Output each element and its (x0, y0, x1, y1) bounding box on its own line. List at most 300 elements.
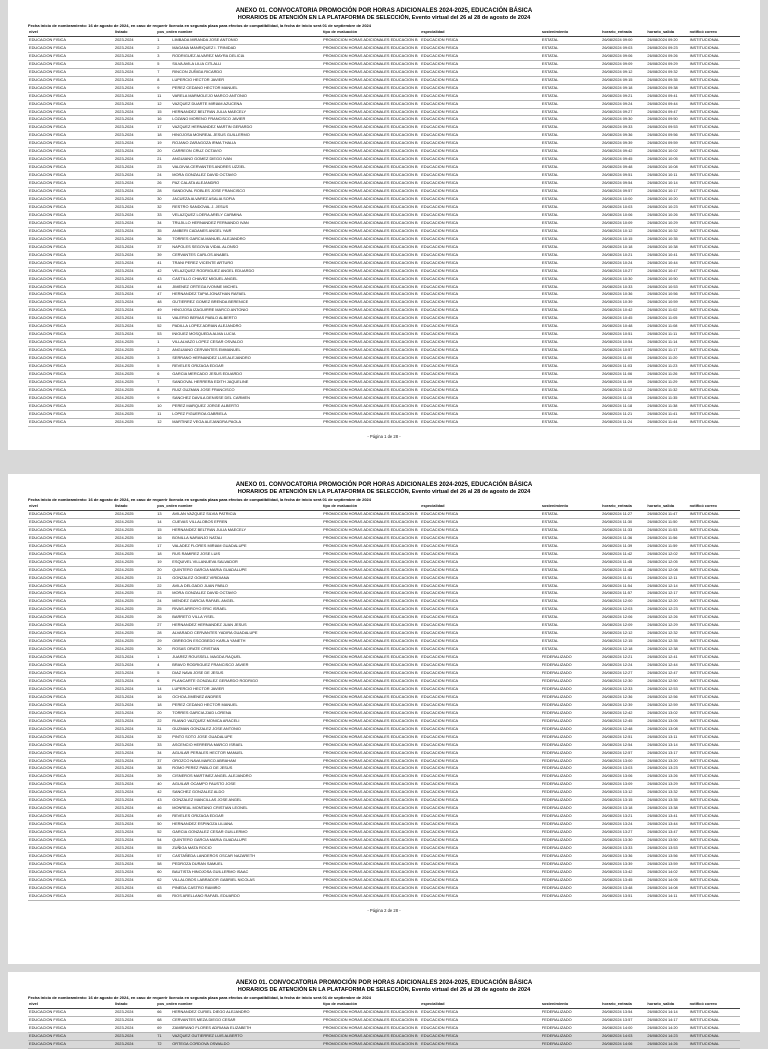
nombre-cell: JACUEZA ALVAREZ ASALIA SOFIA (171, 196, 322, 204)
sostenimiento-cell: ESTATAL (541, 558, 601, 566)
table-row (28, 670, 740, 678)
column-header: sostenimiento (541, 503, 601, 510)
tipo-cell: PROMOCION HORAS ADICIONALES EDUCACION B (322, 884, 420, 892)
horario-salida-cell: 26/08/2024 12:29 (646, 622, 688, 630)
nombre-cell: CERVANTES MEZA DIEGO CESAR (171, 1016, 322, 1024)
horario-salida-cell: 26/08/2024 11:20 (646, 355, 688, 363)
tipo-cell: PROMOCION HORAS ADICIONALES EDUCACION B (322, 211, 420, 219)
pos-cell: 17 (156, 542, 171, 550)
table-row (28, 534, 740, 542)
pos-cell: 69 (156, 1024, 171, 1032)
tipo-cell: PROMOCION HORAS ADICIONALES EDUCACION B (322, 188, 420, 196)
column-header: horario_entrada (601, 29, 646, 36)
especialidad-cell: EDUCACION FISICA (420, 876, 541, 884)
notificacion-cell: INSTITUCIONAL (689, 52, 740, 60)
listado-cell: 2023-2024 (114, 60, 156, 68)
pos-cell: 23 (156, 590, 171, 598)
table-row (28, 203, 740, 211)
sostenimiento-cell: FEDERALIZADO (541, 733, 601, 741)
nivel-cell: EDUCACION FISICA (28, 299, 114, 307)
notificacion-cell: INSTITUCIONAL (689, 267, 740, 275)
column-header: horario_entrada (601, 1001, 646, 1008)
page-title: ANEXO 01. CONVOCATORIA PROMOCIÓN POR HORAS ADICIONALES 2024-2025, EDUCACIÓN BÁSICA (235, 482, 533, 488)
horario-salida-cell: 26/08/2024 10:32 (646, 227, 688, 235)
nombre-cell: TORRES GARCIA MANUEL ALEJANDRO (171, 235, 322, 243)
nombre-cell: HERNANDEZ BELTRAN JULIA MAECELY (171, 108, 322, 116)
horario-salida-cell: 26/08/2024 13:29 (646, 781, 688, 789)
horario-salida-cell: 26/08/2024 11:17 (646, 347, 688, 355)
horario-salida-cell: 26/08/2024 13:17 (646, 749, 688, 757)
sostenimiento-cell: FEDERALIZADO (541, 670, 601, 678)
notificacion-cell: INSTITUCIONAL (689, 132, 740, 140)
listado-cell: 2023-2024 (114, 701, 156, 709)
table-row (28, 725, 740, 733)
nombre-cell: HERNANDEZ BELTRAN JULIA MAECELY (171, 526, 322, 534)
horario-salida-cell: 26/08/2024 10:50 (646, 275, 688, 283)
tipo-cell: PROMOCION HORAS ADICIONALES EDUCACION B (322, 410, 420, 418)
tipo-cell: PROMOCION HORAS ADICIONALES EDUCACION B (322, 622, 420, 630)
column-header: sostenimiento (541, 1001, 601, 1008)
horario-entrada-cell: 26/08/2024 11:21 (601, 410, 646, 418)
notificacion-cell: INSTITUCIONAL (689, 339, 740, 347)
table-row (28, 323, 740, 331)
table-row (28, 884, 740, 892)
nivel-cell: EDUCACION FISICA (28, 662, 114, 670)
sostenimiento-cell: FEDERALIZADO (541, 789, 601, 797)
table-row (28, 378, 740, 386)
horario-salida-cell: 26/08/2024 10:11 (646, 172, 688, 180)
nivel-cell: EDUCACION FISICA (28, 347, 114, 355)
pos-cell: 71 (156, 1032, 171, 1040)
horario-entrada-cell: 26/08/2024 09:30 (601, 116, 646, 124)
nivel-cell: EDUCACION FISICA (28, 685, 114, 693)
especialidad-cell: EDUCACION FISICA (420, 227, 541, 235)
sostenimiento-cell: ESTATAL (541, 518, 601, 526)
nombre-cell: VAZQUEZ DUARTE MIRIAM AZUCENA (171, 100, 322, 108)
tipo-cell: PROMOCION HORAS ADICIONALES EDUCACION B (322, 140, 420, 148)
tipo-cell: PROMOCION HORAS ADICIONALES EDUCACION B (322, 598, 420, 606)
horario-salida-cell: 26/08/2024 12:47 (646, 670, 688, 678)
horario-salida-cell: 26/08/2024 11:41 (646, 410, 688, 418)
sostenimiento-cell: ESTATAL (541, 124, 601, 132)
nivel-cell: EDUCACION FISICA (28, 355, 114, 363)
tipo-cell: PROMOCION HORAS ADICIONALES EDUCACION B (322, 709, 420, 717)
horario-salida-cell: 26/08/2024 12:50 (646, 677, 688, 685)
tipo-cell: PROMOCION HORAS ADICIONALES EDUCACION B (322, 590, 420, 598)
nombre-cell: CISNEROS MARTINEZ ANGEL ALEJANDRO (171, 773, 322, 781)
listado-cell: 2023-2024 (114, 227, 156, 235)
horario-salida-cell: 26/08/2024 09:32 (646, 68, 688, 76)
listado-cell: 2024-2025 (114, 355, 156, 363)
table-row (28, 638, 740, 646)
nombre-cell: ANIBERI CADANES ANGEL YAIR (171, 227, 322, 235)
table-row (28, 654, 740, 662)
pos-cell: 20 (156, 148, 171, 156)
horario-entrada-cell: 26/08/2024 09:09 (601, 60, 646, 68)
sostenimiento-cell: ESTATAL (541, 156, 601, 164)
especialidad-cell: EDUCACION FISICA (420, 203, 541, 211)
pos-cell: 52 (156, 323, 171, 331)
listado-cell: 2023-2024 (114, 693, 156, 701)
nivel-cell: EDUCACION FISICA (28, 363, 114, 371)
nombre-cell: ROSAS ORATE CRISTIAN (171, 646, 322, 654)
horario-entrada-cell: 26/08/2024 13:06 (601, 773, 646, 781)
sostenimiento-cell: FEDERALIZADO (541, 701, 601, 709)
especialidad-cell: EDUCACION FISICA (420, 211, 541, 219)
sostenimiento-cell: ESTATAL (541, 534, 601, 542)
nivel-cell: EDUCACION FISICA (28, 148, 114, 156)
especialidad-cell: EDUCACION FISICA (420, 172, 541, 180)
column-header (171, 29, 322, 36)
nombre-cell: SANDOVAL HERRERA EDITH JAQUELINE (171, 378, 322, 386)
horario-salida-cell: 26/08/2024 10:53 (646, 283, 688, 291)
listado-cell: 2023-2024 (114, 283, 156, 291)
pos-cell: 8 (156, 76, 171, 84)
especialidad-cell: EDUCACION FISICA (420, 654, 541, 662)
table-row (28, 844, 740, 852)
nombre-cell: VALADEZ FLORES MIRIAM GUADALUPE (171, 542, 322, 550)
table-row (28, 394, 740, 402)
notificacion-cell: INSTITUCIONAL (689, 402, 740, 410)
assignments-table (28, 29, 740, 427)
listado-cell: 2023-2024 (114, 892, 156, 900)
nombre-cell: GUZMAN GONZALEZ JOSE ANTONIO (171, 725, 322, 733)
nombre-cell: DIAZ NAVA JOSE DE JESUS (171, 670, 322, 678)
listado-cell: 2024-2025 (114, 394, 156, 402)
nivel-cell: EDUCACION FISICA (28, 884, 114, 892)
pos-cell: 49 (156, 307, 171, 315)
sostenimiento-cell: ESTATAL (541, 526, 601, 534)
listado-cell: 2023-2024 (114, 852, 156, 860)
nivel-cell: EDUCACION FISICA (28, 52, 114, 60)
horario-entrada-cell: 26/08/2024 11:33 (601, 526, 646, 534)
pos-cell: 30 (156, 646, 171, 654)
table-row (28, 164, 740, 172)
nivel-cell: EDUCACION FISICA (28, 1032, 114, 1040)
nombre-cell: PEREZ CEDANO HECTOR MANUEL (171, 84, 322, 92)
notificacion-cell: INSTITUCIONAL (689, 510, 740, 518)
listado-cell: 2023-2024 (114, 203, 156, 211)
nivel-cell: EDUCACION FISICA (28, 630, 114, 638)
horario-salida-cell: 26/08/2024 09:38 (646, 84, 688, 92)
pos-cell: 5 (156, 670, 171, 678)
column-header: especialidad (420, 1001, 541, 1008)
notificacion-cell: INSTITUCIONAL (689, 410, 740, 418)
horario-salida-cell: 26/08/2024 13:41 (646, 813, 688, 821)
notificacion-cell: INSTITUCIONAL (689, 884, 740, 892)
notificacion-cell: INSTITUCIONAL (689, 582, 740, 590)
nombre-cell: VALDIVIA CERVANTES ANDRES UZZIEL (171, 164, 322, 172)
sostenimiento-cell: ESTATAL (541, 566, 601, 574)
nombre-cell: ESQUIVEL VILLANUEVA SALVADOR (171, 558, 322, 566)
table-row (28, 100, 740, 108)
nombre-cell: RODRIGUEZ ALVAREZ MAYRA DELICIA (171, 52, 322, 60)
sostenimiento-cell: ESTATAL (541, 52, 601, 60)
horario-salida-cell: 26/08/2024 14:14 (646, 1008, 688, 1016)
page-subtitle: HORARIOS DE ATENCIÓN EN LA PLATAFORMA DE SELECCIÓN, Evento virtual del 26 al 28 de agosto de 2024 (237, 987, 531, 993)
especialidad-cell: EDUCACION FISICA (420, 60, 541, 68)
horario-entrada-cell: 26/08/2024 09:39 (601, 140, 646, 148)
table-row (28, 402, 740, 410)
nombre-cell: VILLALVAZO LOPEZ CESAR OSVALDO (171, 339, 322, 347)
especialidad-cell: EDUCACION FISICA (420, 339, 541, 347)
nivel-cell: EDUCACION FISICA (28, 68, 114, 76)
nivel-cell: EDUCACION FISICA (28, 251, 114, 259)
listado-cell: 2023-2024 (114, 821, 156, 829)
horario-entrada-cell: 26/08/2024 09:36 (601, 132, 646, 140)
horario-salida-cell: 26/08/2024 11:50 (646, 518, 688, 526)
notificacion-cell: INSTITUCIONAL (689, 638, 740, 646)
nombre-cell: TRUJILLO HERNANDEZ FERNANDO IVAN (171, 219, 322, 227)
especialidad-cell: EDUCACION FISICA (420, 116, 541, 124)
listado-cell: 2024-2025 (114, 582, 156, 590)
tipo-cell: PROMOCION HORAS ADICIONALES EDUCACION B (322, 219, 420, 227)
notificacion-cell: INSTITUCIONAL (689, 797, 740, 805)
sostenimiento-cell: FEDERALIZADO (541, 829, 601, 837)
pos-cell: 14 (156, 518, 171, 526)
nombre-cell: HINOJOSA MONREAL JESUS GUILLERMO (171, 132, 322, 140)
horario-entrada-cell: 26/08/2024 13:39 (601, 860, 646, 868)
especialidad-cell: EDUCACION FISICA (420, 606, 541, 614)
notificacion-cell: INSTITUCIONAL (689, 773, 740, 781)
especialidad-cell: EDUCACION FISICA (420, 590, 541, 598)
column-header: notificó correo (689, 29, 740, 36)
table-row (28, 140, 740, 148)
nombre-cell: ROJANO ZARAGOZA IRMA THALIA (171, 140, 322, 148)
notificacion-cell: INSTITUCIONAL (689, 68, 740, 76)
table-row (28, 180, 740, 188)
nombre-cell: RESTRO SANDOVAL J. JESUS (171, 203, 322, 211)
table-row (28, 1032, 740, 1040)
nivel-cell: EDUCACION FISICA (28, 378, 114, 386)
horario-salida-cell: 26/08/2024 11:44 (646, 418, 688, 426)
pos-cell: 9 (156, 84, 171, 92)
horario-salida-cell: 26/08/2024 13:02 (646, 709, 688, 717)
especialidad-cell: EDUCACION FISICA (420, 76, 541, 84)
horario-salida-cell: 26/08/2024 12:35 (646, 638, 688, 646)
nombre-cell: VELAZQUEZ RODRIGUEZ ANGEL EDUARDO (171, 267, 322, 275)
notificacion-cell: INSTITUCIONAL (689, 124, 740, 132)
notificacion-cell: INSTITUCIONAL (689, 211, 740, 219)
listado-cell: 2023-2024 (114, 275, 156, 283)
table-row (28, 693, 740, 701)
listado-cell: 2023-2024 (114, 243, 156, 251)
sostenimiento-cell: ESTATAL (541, 92, 601, 100)
horario-salida-cell: 26/08/2024 09:56 (646, 132, 688, 140)
pos-cell: 6 (156, 370, 171, 378)
nombre-cell: LOPEZ FIGUEROA GABRIELA (171, 410, 322, 418)
table-header-row (28, 29, 740, 36)
nombre-cell: MAGANA MANRIQUEZ I. TRINIDAD (171, 44, 322, 52)
nombre-cell: LOZANO MORENO FRANCISCO JAVIER (171, 116, 322, 124)
tipo-cell: PROMOCION HORAS ADICIONALES EDUCACION B (322, 773, 420, 781)
listado-cell: 2024-2025 (114, 614, 156, 622)
especialidad-cell: EDUCACION FISICA (420, 813, 541, 821)
listado-cell: 2024-2025 (114, 630, 156, 638)
nivel-cell: EDUCACION FISICA (28, 844, 114, 852)
nombre-cell: PLANCARTE GONZALEZ GERARDO RODRIGO (171, 677, 322, 685)
nivel-cell: EDUCACION FISICA (28, 510, 114, 518)
tipo-cell: PROMOCION HORAS ADICIONALES EDUCACION B (322, 235, 420, 243)
horario-salida-cell: 26/08/2024 10:14 (646, 180, 688, 188)
notificacion-cell: INSTITUCIONAL (689, 180, 740, 188)
horario-salida-cell: 26/08/2024 09:47 (646, 108, 688, 116)
horario-salida-cell: 26/08/2024 12:17 (646, 590, 688, 598)
pos-cell: 50 (156, 821, 171, 829)
tipo-cell: PROMOCION HORAS ADICIONALES EDUCACION B (322, 733, 420, 741)
sostenimiento-cell: FEDERALIZADO (541, 837, 601, 845)
notificacion-cell: INSTITUCIONAL (689, 36, 740, 44)
table-row (28, 1008, 740, 1016)
especialidad-cell: EDUCACION FISICA (420, 180, 541, 188)
notificacion-cell: INSTITUCIONAL (689, 685, 740, 693)
nivel-cell: EDUCACION FISICA (28, 188, 114, 196)
especialidad-cell: EDUCACION FISICA (420, 582, 541, 590)
notificacion-cell: INSTITUCIONAL (689, 196, 740, 204)
tipo-cell: PROMOCION HORAS ADICIONALES EDUCACION B (322, 614, 420, 622)
horario-salida-cell: 26/08/2024 13:50 (646, 837, 688, 845)
table-row (28, 550, 740, 558)
especialidad-cell: EDUCACION FISICA (420, 757, 541, 765)
listado-cell: 2024-2025 (114, 363, 156, 371)
horario-entrada-cell: 26/08/2024 12:27 (601, 670, 646, 678)
table-row (28, 821, 740, 829)
notificacion-cell: INSTITUCIONAL (689, 315, 740, 323)
tipo-cell: PROMOCION HORAS ADICIONALES EDUCACION B (322, 630, 420, 638)
tipo-cell: PROMOCION HORAS ADICIONALES EDUCACION B (322, 725, 420, 733)
pos-cell: 21 (156, 574, 171, 582)
horario-salida-cell: 26/08/2024 13:14 (646, 741, 688, 749)
especialidad-cell: EDUCACION FISICA (420, 884, 541, 892)
horario-salida-cell: 26/08/2024 10:08 (646, 164, 688, 172)
column-header: nivel (28, 503, 114, 510)
listado-cell: 2024-2025 (114, 598, 156, 606)
table-row (28, 243, 740, 251)
sostenimiento-cell: FEDERALIZADO (541, 677, 601, 685)
horario-entrada-cell: 26/08/2024 13:54 (601, 1008, 646, 1016)
horario-salida-cell: 26/08/2024 12:44 (646, 662, 688, 670)
listado-cell: 2024-2025 (114, 558, 156, 566)
pos-cell: 42 (156, 789, 171, 797)
nombre-cell: PEREZ MARQUEZ JORGE ALBERTO (171, 402, 322, 410)
sostenimiento-cell: FEDERALIZADO (541, 805, 601, 813)
listado-cell: 2023-2024 (114, 148, 156, 156)
tipo-cell: PROMOCION HORAS ADICIONALES EDUCACION B (322, 797, 420, 805)
table-row (28, 386, 740, 394)
table-row (28, 267, 740, 275)
pos-cell: 1 (156, 654, 171, 662)
especialidad-cell: EDUCACION FISICA (420, 1032, 541, 1040)
horario-entrada-cell: 26/08/2024 10:42 (601, 307, 646, 315)
horario-salida-cell: 26/08/2024 11:38 (646, 402, 688, 410)
especialidad-cell: EDUCACION FISICA (420, 164, 541, 172)
table-row (28, 347, 740, 355)
nombre-cell: PEDROZA DURAN SAMUEL (171, 860, 322, 868)
horario-salida-cell: 26/08/2024 12:38 (646, 646, 688, 654)
notificacion-cell: INSTITUCIONAL (689, 1040, 740, 1048)
notificacion-cell: INSTITUCIONAL (689, 837, 740, 845)
nombre-cell: ANGUIANO CERVANTES EMMANUEL (171, 347, 322, 355)
nombre-cell: SANDOVAL ROBLES JOSE FRANCISCO (171, 188, 322, 196)
notificacion-cell: INSTITUCIONAL (689, 598, 740, 606)
nombre-cell: REVELES ORIZAGA EDGAR (171, 363, 322, 371)
especialidad-cell: EDUCACION FISICA (420, 84, 541, 92)
table-body (28, 1008, 740, 1048)
especialidad-cell: EDUCACION FISICA (420, 534, 541, 542)
tipo-cell: PROMOCION HORAS ADICIONALES EDUCACION B (322, 582, 420, 590)
sostenimiento-cell: ESTATAL (541, 116, 601, 124)
table-row (28, 852, 740, 860)
tipo-cell: PROMOCION HORAS ADICIONALES EDUCACION B (322, 662, 420, 670)
listado-cell: 2024-2025 (114, 518, 156, 526)
listado-cell: 2024-2025 (114, 622, 156, 630)
pos-cell: 10 (156, 402, 171, 410)
table-header-row (28, 1001, 740, 1008)
notificacion-cell: INSTITUCIONAL (689, 1032, 740, 1040)
listado-cell: 2023-2024 (114, 884, 156, 892)
sostenimiento-cell: ESTATAL (541, 148, 601, 156)
tipo-cell: PROMOCION HORAS ADICIONALES EDUCACION B (322, 180, 420, 188)
listado-cell: 2023-2024 (114, 725, 156, 733)
nombre-cell: HERNANDEZ ESPINOZA LILIANA (171, 821, 322, 829)
pos-cell: 58 (156, 860, 171, 868)
especialidad-cell: EDUCACION FISICA (420, 315, 541, 323)
column-header: tipo de evaluación (322, 1001, 420, 1008)
table-row (28, 52, 740, 60)
nivel-cell: EDUCACION FISICA (28, 829, 114, 837)
column-header: horario_entrada (601, 503, 646, 510)
nivel-cell: EDUCACION FISICA (28, 100, 114, 108)
table-row (28, 156, 740, 164)
tipo-cell: PROMOCION HORAS ADICIONALES EDUCACION B (322, 821, 420, 829)
sostenimiento-cell: FEDERALIZADO (541, 765, 601, 773)
nivel-cell: EDUCACION FISICA (28, 418, 114, 426)
listado-cell: 2023-2024 (114, 662, 156, 670)
horario-entrada-cell: 26/08/2024 13:57 (601, 1016, 646, 1024)
sostenimiento-cell: ESTATAL (541, 188, 601, 196)
horario-salida-cell: 26/08/2024 13:20 (646, 757, 688, 765)
listado-cell: 2023-2024 (114, 1032, 156, 1040)
listado-cell: 2023-2024 (114, 323, 156, 331)
notificacion-cell: INSTITUCIONAL (689, 188, 740, 196)
horario-entrada-cell: 26/08/2024 10:00 (601, 196, 646, 204)
especialidad-cell: EDUCACION FISICA (420, 701, 541, 709)
horario-entrada-cell: 26/08/2024 10:09 (601, 219, 646, 227)
especialidad-cell: EDUCACION FISICA (420, 410, 541, 418)
horario-entrada-cell: 26/08/2024 09:48 (601, 164, 646, 172)
especialidad-cell: EDUCACION FISICA (420, 789, 541, 797)
pos-cell: 23 (156, 164, 171, 172)
especialidad-cell: EDUCACION FISICA (420, 574, 541, 582)
horario-salida-cell: 26/08/2024 12:08 (646, 566, 688, 574)
nombre-cell: VAZQUEZ GUTIERREZ LUIS ALBERTO (171, 1032, 322, 1040)
tipo-cell: PROMOCION HORAS ADICIONALES EDUCACION B (322, 542, 420, 550)
pos-cell: 49 (156, 813, 171, 821)
table-row (28, 677, 740, 685)
column-header: tipo de evaluación (322, 29, 420, 36)
pos-cell: 15 (156, 108, 171, 116)
notificacion-cell: INSTITUCIONAL (689, 1024, 740, 1032)
nombre-cell: CASTAÑEDA LANDEROS OSCAR NAZARETH (171, 852, 322, 860)
sostenimiento-cell: FEDERALIZADO (541, 781, 601, 789)
listado-cell: 2023-2024 (114, 315, 156, 323)
horario-entrada-cell: 26/08/2024 12:57 (601, 749, 646, 757)
nivel-cell: EDUCACION FISICA (28, 582, 114, 590)
pos-cell: 25 (156, 606, 171, 614)
tipo-cell: PROMOCION HORAS ADICIONALES EDUCACION B (322, 267, 420, 275)
pos-cell: 63 (156, 884, 171, 892)
nivel-cell: EDUCACION FISICA (28, 534, 114, 542)
